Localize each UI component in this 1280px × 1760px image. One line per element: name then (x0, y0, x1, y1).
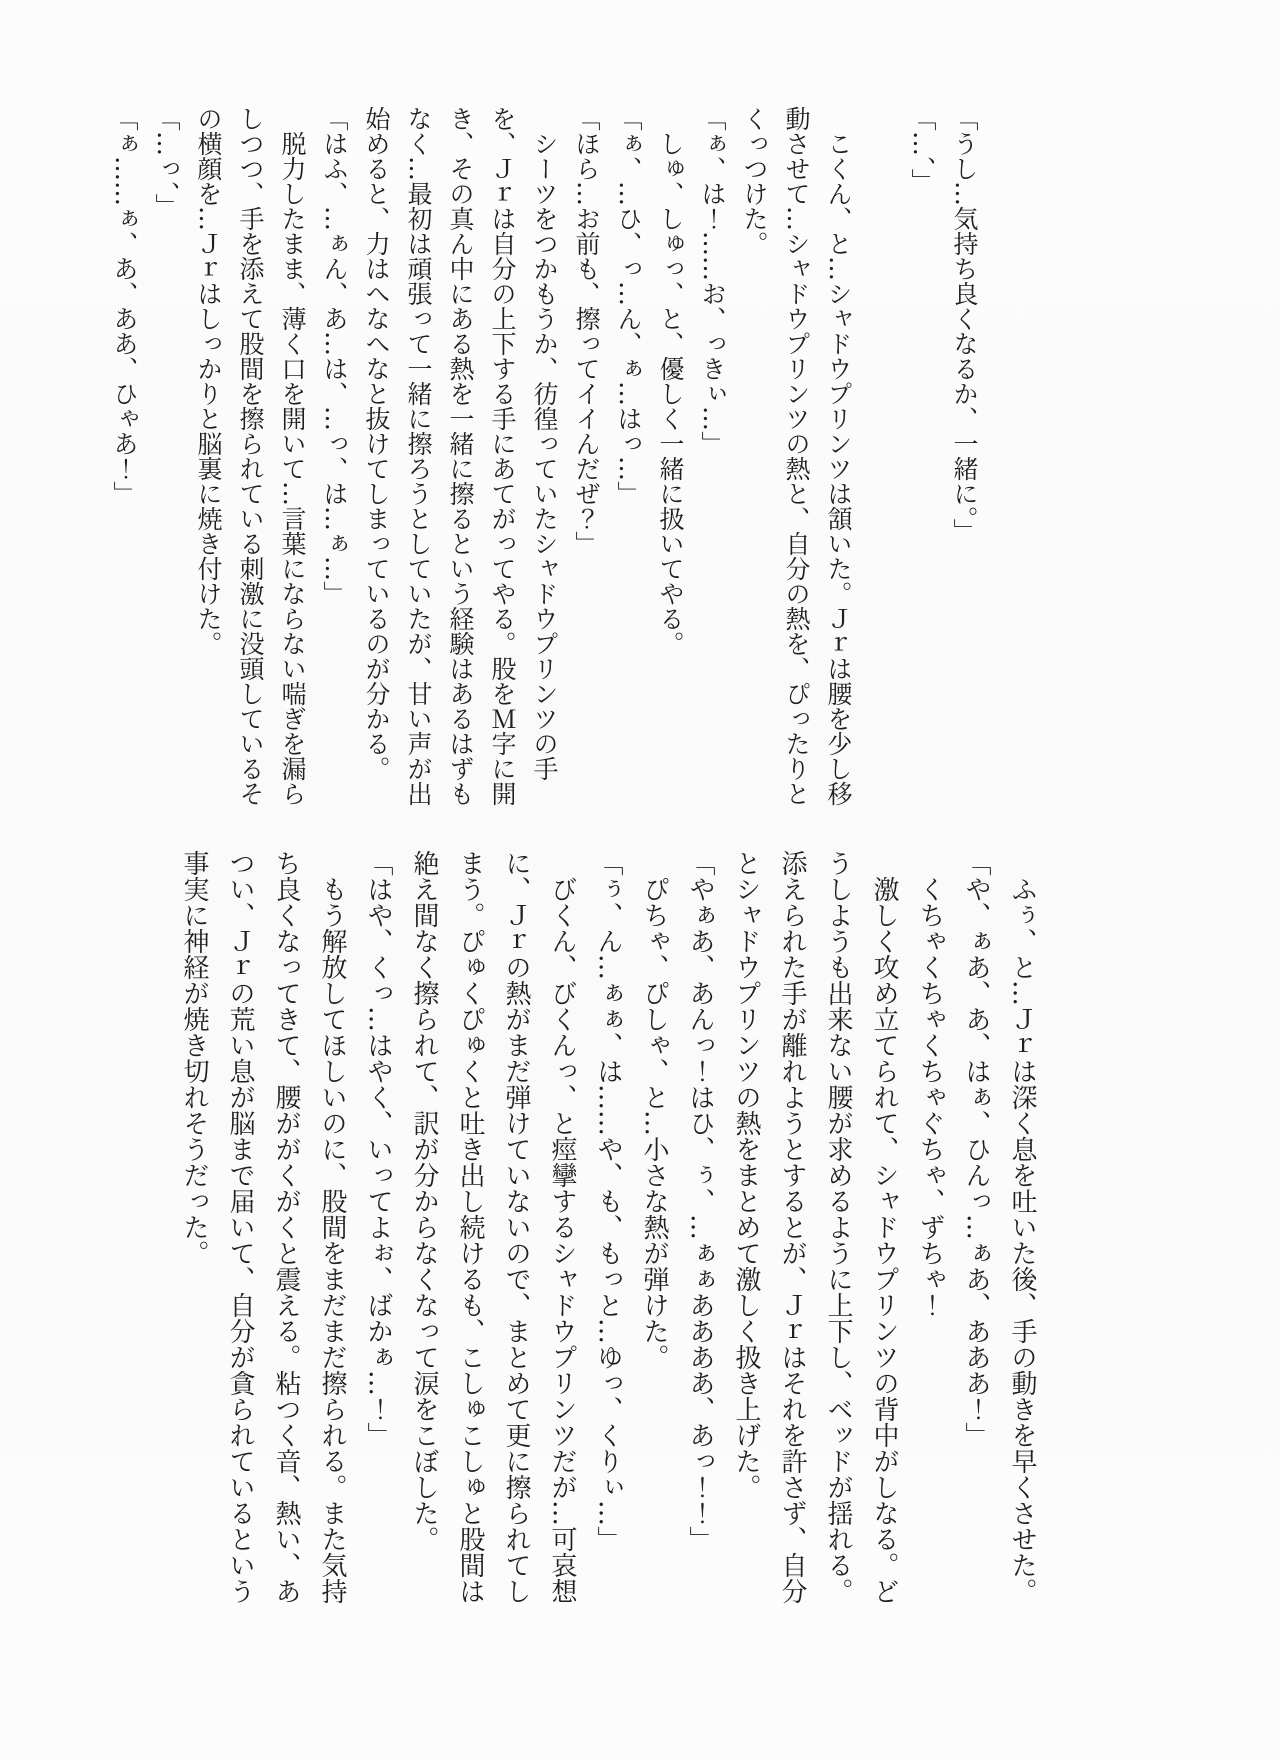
paragraph-narrative: しゅ、しゅっ、と、優しく一緒に扱いてやる。 (656, 131, 685, 656)
paragraph-dialogue: 「…っ、」 (152, 106, 181, 219)
paragraph-narrative: もう解放してほしいのに、股間をまだまだ擦られる。また気持ち良くなってきて、腰ががくがくと震える。粘つく音、熱い、あつい、Ｊｒの荒い息が脳まで届いて、自分が貪られているという事実に神経が焼き切れそうだった。 (179, 850, 347, 1604)
paragraph-narrative: びくん、びくんっ、と痙攣するシャドウプリンツだが…可哀想に、Ｊｒの熱がまだ弾けていないので、まとめて更に擦られてしまう。ぴゅくぴゅくと吐き出し続けるも、こしゅこしゅと股間は絶え間なく擦られて、訳が分からなくなって涙をこぼした。 (409, 850, 577, 1604)
paragraph-dialogue: 「ぁ、は！……お、っきぃ…」 (698, 106, 727, 456)
paragraph-dialogue: 「ぅ、ん…ぁぁ、は……や、も、もっと…ゆっ、くりぃ…」 (593, 850, 623, 1552)
paragraph-dialogue: 「ほら…お前も、擦ってイイんだぜ？」 (572, 106, 601, 556)
paragraph-narrative: 脱力したまま、薄く口を開いて…言葉にならない喘ぎを漏らしつつ、手を添えて股間を擦られている刺激に没頭しているその横顔を…Ｊｒはしっかりと脳裏に焼き付けた。 (194, 106, 307, 806)
paragraph-narrative: くちゃくちゃくちゃぐちゃ、ずちゃ！ (915, 876, 945, 1318)
paragraph-dialogue: 「はふ、…ぁん、あ…は、…っ、は…ぁ…」 (320, 106, 349, 606)
paragraph-dialogue: 「うし…気持ち良くなるか、一緒に。」 (950, 106, 979, 544)
paragraph-blank (859, 106, 901, 806)
paragraph-dialogue: 「ぁ……ぁ、あ、ああ、ひゃあ！」 (110, 106, 139, 506)
paragraph-dialogue: 「ぁ、…ひ、っ…ん、ぁ…はっ…」 (614, 106, 643, 506)
paragraph-dialogue: 「やぁあ、あんっ！はひ、ぅ、…ぁぁああああ、あっ！！」 (685, 850, 715, 1552)
paragraph-narrative: こくん、と…シャドウプリンツは頷いた。Ｊｒは腰を少し移動させて…シャドウプリンツの熱と、自分の熱を、ぴったりとくっつけた。 (740, 106, 853, 806)
paragraph-narrative: 激しく攻め立てられて、シャドウプリンツの背中がしなる。どうしようも出来ない腰が求めるように上下し、ベッドが揺れる。添えられた手が離れようとするとが、Ｊｒはそれを許さず、自分とシャドウプリンツの熱をまとめて激しく扱き上げた。 (731, 850, 899, 1604)
paragraph-dialogue: 「…、」 (908, 106, 937, 194)
text-block-top (103, 106, 985, 806)
paragraph-dialogue: 「や、ぁあ、あ、はぁ、ひんっ…ぁあ、あああ！」 (961, 850, 991, 1448)
paragraph-narrative: ぴちゃ、ぴしゃ、と…小さな熱が弾けた。 (639, 876, 669, 1370)
paragraph-narrative: ふぅ、と…Ｊｒは深く息を吐いた後、手の動きを早くさせた。 (1007, 876, 1037, 1604)
paragraph-narrative: シーツをつかもうか、彷徨っていたシャドウプリンツの手を、Ｊｒは自分の上下する手にあてがってやる。股をＭ字に開き、その真ん中にある熱を一緒に擦るという経験はあるはずもなく…最初は頑張って一緒に擦ろうとしていたが、甘い声が出始めると、力はへなへなと抜けてしまっているのが分かる。 (362, 106, 559, 806)
text-block-bottom (171, 850, 1045, 1610)
paragraph-dialogue: 「はや、くっ…はやく、いってよぉ、ばかぁ…！」 (363, 850, 393, 1448)
